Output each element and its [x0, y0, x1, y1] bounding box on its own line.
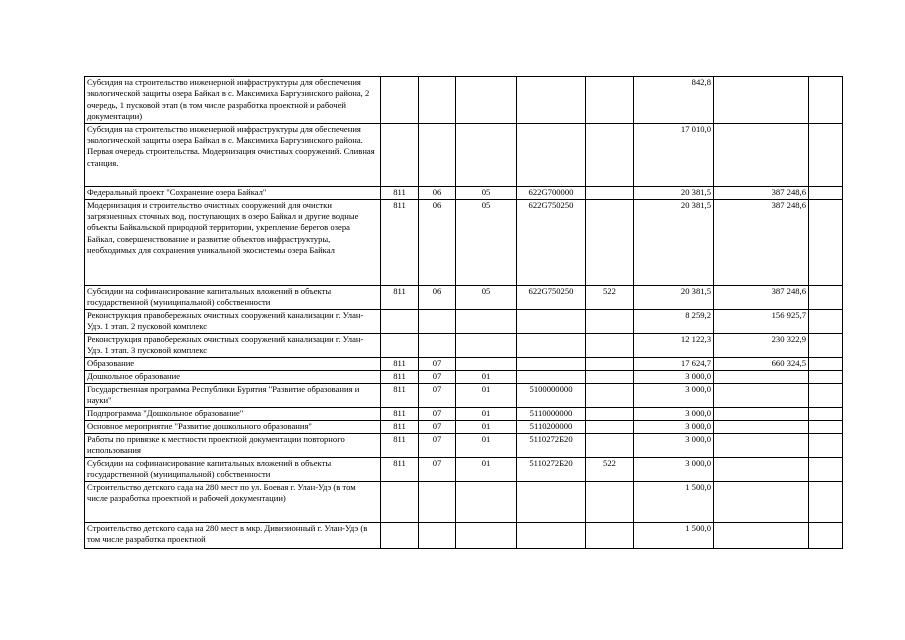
cell-target-article: 5110200000 [517, 420, 586, 433]
table-row [85, 370, 843, 383]
table-row [85, 383, 843, 407]
cell-target-article [517, 123, 586, 186]
cell-expense-type [586, 186, 634, 199]
cell-target-article: 622G750250 [517, 199, 586, 285]
cell-empty [809, 77, 843, 124]
cell-target-article [517, 333, 586, 357]
cell-target-article [517, 357, 586, 370]
cell-target-article: 5110272Б20 [517, 457, 586, 481]
cell-amount: 3 000,0 [634, 383, 714, 407]
table-row [85, 420, 843, 433]
cell-section: 06 [419, 186, 456, 199]
cell-section [419, 481, 456, 522]
cell-empty [809, 309, 843, 333]
cell-subsection: 01 [456, 383, 517, 407]
cell-amount: 3 000,0 [634, 433, 714, 457]
cell-target-article: 622G750250 [517, 285, 586, 309]
cell-name: Реконструкция правобережных очистных сооружений канализации г. Улан-Удэ. 1 этап. 3 пусковой комплекс [85, 333, 381, 357]
cell-amount-federal [714, 522, 809, 548]
cell-name: Строительство детского сада на 280 мест по ул. Боевая г. Улан-Удэ (в том числе разработка проектной и рабочей документации) [85, 481, 381, 522]
cell-subsection: 05 [456, 199, 517, 285]
cell-section [419, 309, 456, 333]
cell-empty [809, 383, 843, 407]
cell-amount: 3 000,0 [634, 407, 714, 420]
cell-section: 07 [419, 370, 456, 383]
cell-subsection [456, 357, 517, 370]
cell-amount-federal [714, 420, 809, 433]
cell-subsection: 01 [456, 407, 517, 420]
cell-amount-federal [714, 383, 809, 407]
table-row [85, 77, 843, 124]
cell-subsection [456, 309, 517, 333]
cell-section: 06 [419, 199, 456, 285]
cell-subsection: 01 [456, 433, 517, 457]
cell-target-article [517, 77, 586, 124]
cell-name: Модернизация и строительство очистных сооружений для очистки загрязненных сточных вод, поступающих в озеро Байкал и другие водные объекты Байкальской природной территории, укрепление берегов озера Байкал, совершенствование и развитие объектов инфраструктуры, необходимых для сохранения уникальной экосистемы озера Байкал [85, 199, 381, 285]
table-row [85, 309, 843, 333]
cell-empty [809, 285, 843, 309]
cell-amount-federal: 230 322,9 [714, 333, 809, 357]
cell-amount: 1 500,0 [634, 522, 714, 548]
cell-amount-federal [714, 123, 809, 186]
cell-subsection [456, 333, 517, 357]
cell-ministry [381, 522, 419, 548]
cell-section [419, 77, 456, 124]
table-row [85, 186, 843, 199]
cell-expense-type [586, 123, 634, 186]
cell-empty [809, 433, 843, 457]
table-row [85, 433, 843, 457]
cell-amount: 17 010,0 [634, 123, 714, 186]
cell-ministry: 811 [381, 407, 419, 420]
cell-amount-federal [714, 370, 809, 383]
cell-name: Государственная программа Республики Бурятия "Развитие образования и науки" [85, 383, 381, 407]
cell-amount-federal [714, 481, 809, 522]
cell-ministry [381, 123, 419, 186]
cell-ministry [381, 309, 419, 333]
cell-empty [809, 186, 843, 199]
cell-target-article: 622G700000 [517, 186, 586, 199]
cell-subsection [456, 77, 517, 124]
cell-empty [809, 407, 843, 420]
cell-name: Федеральный проект "Сохранение озера Байкал" [85, 186, 381, 199]
cell-amount-federal [714, 77, 809, 124]
table-row [85, 457, 843, 481]
cell-amount-federal: 387 248,6 [714, 285, 809, 309]
cell-ministry [381, 77, 419, 124]
cell-amount: 17 624,7 [634, 357, 714, 370]
cell-subsection: 01 [456, 370, 517, 383]
cell-subsection: 01 [456, 457, 517, 481]
cell-amount: 3 000,0 [634, 370, 714, 383]
cell-ministry: 811 [381, 457, 419, 481]
cell-subsection: 05 [456, 186, 517, 199]
cell-ministry: 811 [381, 420, 419, 433]
cell-empty [809, 420, 843, 433]
cell-expense-type [586, 522, 634, 548]
cell-ministry: 811 [381, 370, 419, 383]
cell-expense-type [586, 433, 634, 457]
table-row [85, 199, 843, 285]
cell-target-article [517, 370, 586, 383]
cell-amount: 3 000,0 [634, 420, 714, 433]
cell-section: 07 [419, 433, 456, 457]
cell-ministry: 811 [381, 357, 419, 370]
cell-amount-federal: 387 248,6 [714, 199, 809, 285]
cell-subsection [456, 522, 517, 548]
cell-amount-federal [714, 407, 809, 420]
table-row [85, 285, 843, 309]
cell-subsection [456, 481, 517, 522]
cell-amount: 20 381,5 [634, 285, 714, 309]
table-body [85, 77, 843, 549]
cell-empty [809, 457, 843, 481]
cell-expense-type [586, 77, 634, 124]
cell-subsection [456, 123, 517, 186]
cell-subsection: 05 [456, 285, 517, 309]
cell-name: Субсидии на софинансирование капитальных вложений в объекты государственной (муниципальной) собственности [85, 457, 381, 481]
cell-empty [809, 481, 843, 522]
cell-expense-type: 522 [586, 285, 634, 309]
cell-amount: 842,8 [634, 77, 714, 124]
cell-expense-type [586, 481, 634, 522]
cell-target-article [517, 481, 586, 522]
cell-expense-type [586, 309, 634, 333]
cell-section: 07 [419, 383, 456, 407]
cell-empty [809, 333, 843, 357]
cell-name: Реконструкция правобережных очистных сооружений канализации г. Улан-Удэ. 1 этап. 2 пусковой комплекс [85, 309, 381, 333]
cell-subsection: 01 [456, 420, 517, 433]
cell-name: Субсидия на строительство инженерной инфраструктуры для обеспечения экологической защиты озера Байкал в с. Максимиха Баргузинского района. Первая очередь строительства. Модернизация очистных сооружений. Сливная станция. [85, 123, 381, 186]
cell-expense-type: 522 [586, 457, 634, 481]
cell-expense-type [586, 407, 634, 420]
cell-section: 06 [419, 285, 456, 309]
cell-name: Работы по привязке к местности проектной документации повторного использования [85, 433, 381, 457]
cell-amount-federal: 660 324,5 [714, 357, 809, 370]
cell-section: 07 [419, 457, 456, 481]
cell-empty [809, 123, 843, 186]
cell-name: Строительство детского сада на 280 мест в мкр. Дивизионный г. Улан-Удэ (в том числе разработка проектной [85, 522, 381, 548]
cell-empty [809, 522, 843, 548]
cell-amount: 12 122,3 [634, 333, 714, 357]
cell-target-article: 5110272Б20 [517, 433, 586, 457]
table-row [85, 481, 843, 522]
budget-table [84, 76, 843, 549]
cell-ministry [381, 481, 419, 522]
cell-name: Субсидия на строительство инженерной инфраструктуры для обеспечения экологической защиты озера Байкал в с. Максимиха Баргузинского района, 2 очередь, 1 пусковой этап (в том числе разработка проектной и рабочей документации) [85, 77, 381, 124]
cell-expense-type [586, 357, 634, 370]
cell-expense-type [586, 199, 634, 285]
cell-target-article: 5110000000 [517, 407, 586, 420]
table-row [85, 357, 843, 370]
cell-section [419, 123, 456, 186]
cell-target-article: 5100000000 [517, 383, 586, 407]
cell-empty [809, 370, 843, 383]
cell-name: Подпрограмма "Дошкольное образование" [85, 407, 381, 420]
table-row [85, 123, 843, 186]
cell-expense-type [586, 383, 634, 407]
table-row [85, 407, 843, 420]
cell-name: Субсидии на софинансирование капитальных вложений в объекты государственной (муниципальной) собственности [85, 285, 381, 309]
cell-empty [809, 199, 843, 285]
cell-amount: 1 500,0 [634, 481, 714, 522]
cell-target-article [517, 522, 586, 548]
cell-ministry: 811 [381, 383, 419, 407]
cell-amount: 3 000,0 [634, 457, 714, 481]
table-row [85, 522, 843, 548]
cell-amount: 20 381,5 [634, 186, 714, 199]
cell-name: Дошкольное образование [85, 370, 381, 383]
cell-amount: 20 381,5 [634, 199, 714, 285]
cell-ministry: 811 [381, 199, 419, 285]
cell-name: Основное мероприятие "Развитие дошкольного образования" [85, 420, 381, 433]
cell-section: 07 [419, 407, 456, 420]
cell-amount-federal [714, 433, 809, 457]
cell-amount-federal [714, 457, 809, 481]
cell-amount-federal: 387 248,6 [714, 186, 809, 199]
cell-ministry: 811 [381, 285, 419, 309]
cell-amount-federal: 156 925,7 [714, 309, 809, 333]
cell-section: 07 [419, 420, 456, 433]
cell-expense-type [586, 333, 634, 357]
cell-amount: 8 259,2 [634, 309, 714, 333]
cell-section: 07 [419, 357, 456, 370]
cell-expense-type [586, 420, 634, 433]
cell-name: Образование [85, 357, 381, 370]
cell-target-article [517, 309, 586, 333]
cell-ministry: 811 [381, 433, 419, 457]
cell-empty [809, 357, 843, 370]
cell-expense-type [586, 370, 634, 383]
table-row [85, 333, 843, 357]
cell-ministry: 811 [381, 186, 419, 199]
cell-section [419, 522, 456, 548]
cell-section [419, 333, 456, 357]
cell-ministry [381, 333, 419, 357]
